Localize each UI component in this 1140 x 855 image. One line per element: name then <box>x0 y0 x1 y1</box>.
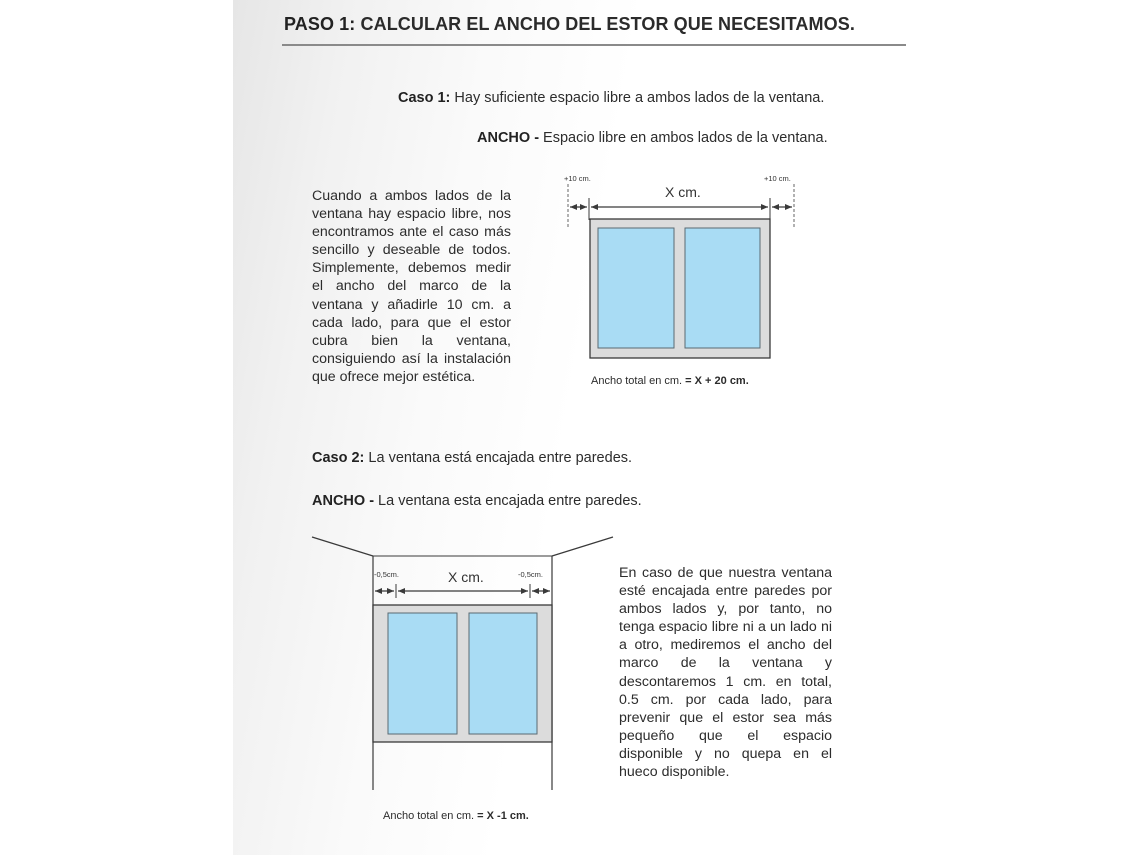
case2-heading <box>312 450 632 466</box>
right-margin <box>907 0 1140 855</box>
case1-label: Caso 1: <box>398 90 451 106</box>
case2-center-label: X cm. <box>448 569 484 585</box>
case1-center-label: X cm. <box>665 184 701 200</box>
case2-paragraph: En caso de que nuestra ventana esté encajada entre paredes por ambos lados y, por tanto, no tenga espacio libre ni a un lado ni a otro, mediremos el ancho del marco de la ventana y descontaremos 1 cm. en total, 0.5 cm. por cada lado, para prevenir que el estor sea más pequeño que el espacio disponible y no quepa en el hueco disponible. <box>619 565 832 781</box>
case2-right-wall-top <box>552 537 613 556</box>
case2-left-margin-label: -0,5cm. <box>374 570 400 579</box>
case2-window-pane-right <box>469 613 537 734</box>
case2-left-wall-top <box>312 537 373 556</box>
case1-left-margin-label: +10 cm. <box>564 174 591 183</box>
left-margin <box>0 0 233 855</box>
case1-paragraph: Cuando a ambos lados de la ventana hay espacio libre, nos encontramos ante el caso más sencillo y deseable de todos. Simplemente, debemos medir el ancho del marco de la ventana y añadirle 10 cm. a cada lado, para que el estor cubra bien la ventana, consiguiendo así la instalación que ofrece mejor estética. <box>312 188 511 385</box>
case1-window-pane-right <box>685 228 760 348</box>
case2-right-margin-label: -0,5cm. <box>518 570 544 579</box>
case2-width-text: La ventana esta encajada entre paredes. <box>374 493 642 509</box>
case2-label: Caso 2: <box>312 450 365 466</box>
case1-width-text: Espacio libre en ambos lados de la ventana. <box>539 130 828 146</box>
case2-window-diagram <box>310 532 620 794</box>
case1-caption: Ancho total en cm. = X + 20 cm. <box>591 375 749 387</box>
case1-heading <box>398 90 824 106</box>
case1-text: Hay suficiente espacio libre a ambos lados de la ventana. <box>450 90 825 106</box>
case2-window-pane-left <box>388 613 457 734</box>
case1-window-diagram <box>560 170 800 370</box>
case1-width-line <box>477 130 828 146</box>
case2-width-label: ANCHO - <box>312 493 375 509</box>
title-divider <box>282 44 906 46</box>
case2-caption: Ancho total en cm. = X -1 cm. <box>383 810 529 822</box>
case1-width-label: ANCHO - <box>477 130 540 146</box>
case2-text: La ventana está encajada entre paredes. <box>364 450 633 466</box>
page-title: PASO 1: CALCULAR EL ANCHO DEL ESTOR QUE NECESITAMOS. <box>284 14 855 34</box>
case2-width-line <box>312 493 642 509</box>
case1-right-margin-label: +10 cm. <box>764 174 791 183</box>
case1-window-pane-left <box>598 228 674 348</box>
